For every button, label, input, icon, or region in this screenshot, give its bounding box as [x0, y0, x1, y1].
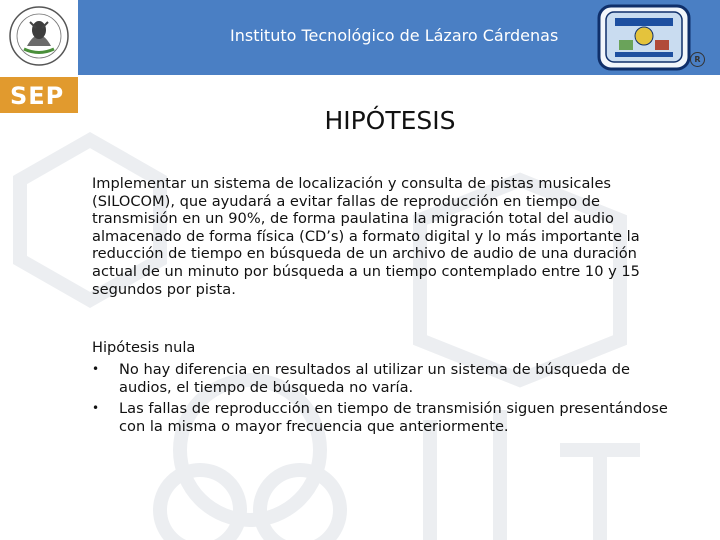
sep-label: SEP — [10, 82, 65, 110]
coat-of-arms — [0, 0, 78, 75]
list-item — [92, 361, 682, 396]
registered-mark-icon: R — [690, 52, 705, 67]
null-hypothesis-list — [92, 361, 682, 439]
bullet-icon: • — [92, 401, 100, 416]
hypothesis-paragraph: Implementar un sistema de localización y consulta de pistas musicales (SILOCOM), que ayudará a evitar fallas de reproducción en tiempo de transmisión en un 90%, de forma paulatina la migración total del audio almacenado de forma física (CD’s) a formato digital y lo más importante la reducción de tiempo en búsqueda de un archivo de audio de una duración actual de un minuto por búsqueda a un tiempo contemplado entre 10 y 15 segundos por pista. — [92, 175, 640, 298]
null-hypothesis-heading: Hipótesis nula — [92, 339, 196, 356]
bullet-text: Las fallas de reproducción en tiempo de transmisión siguen presentándose con la misma o mayor frecuencia que anteriormente. — [119, 400, 668, 435]
bullet-text: No hay diferencia en resultados al utilizar un sistema de búsqueda de audios, el tiempo de búsqueda no varía. — [119, 361, 630, 396]
mexican-coat-of-arms-icon — [0, 0, 78, 75]
itlc-logo-icon — [597, 4, 691, 71]
institution-title: Instituto Tecnológico de Lázaro Cárdenas — [230, 26, 559, 45]
slide-title: HIPÓTESIS — [324, 106, 456, 135]
sep-badge — [0, 77, 78, 113]
list-item — [92, 400, 682, 435]
bullet-icon: • — [92, 362, 100, 376]
